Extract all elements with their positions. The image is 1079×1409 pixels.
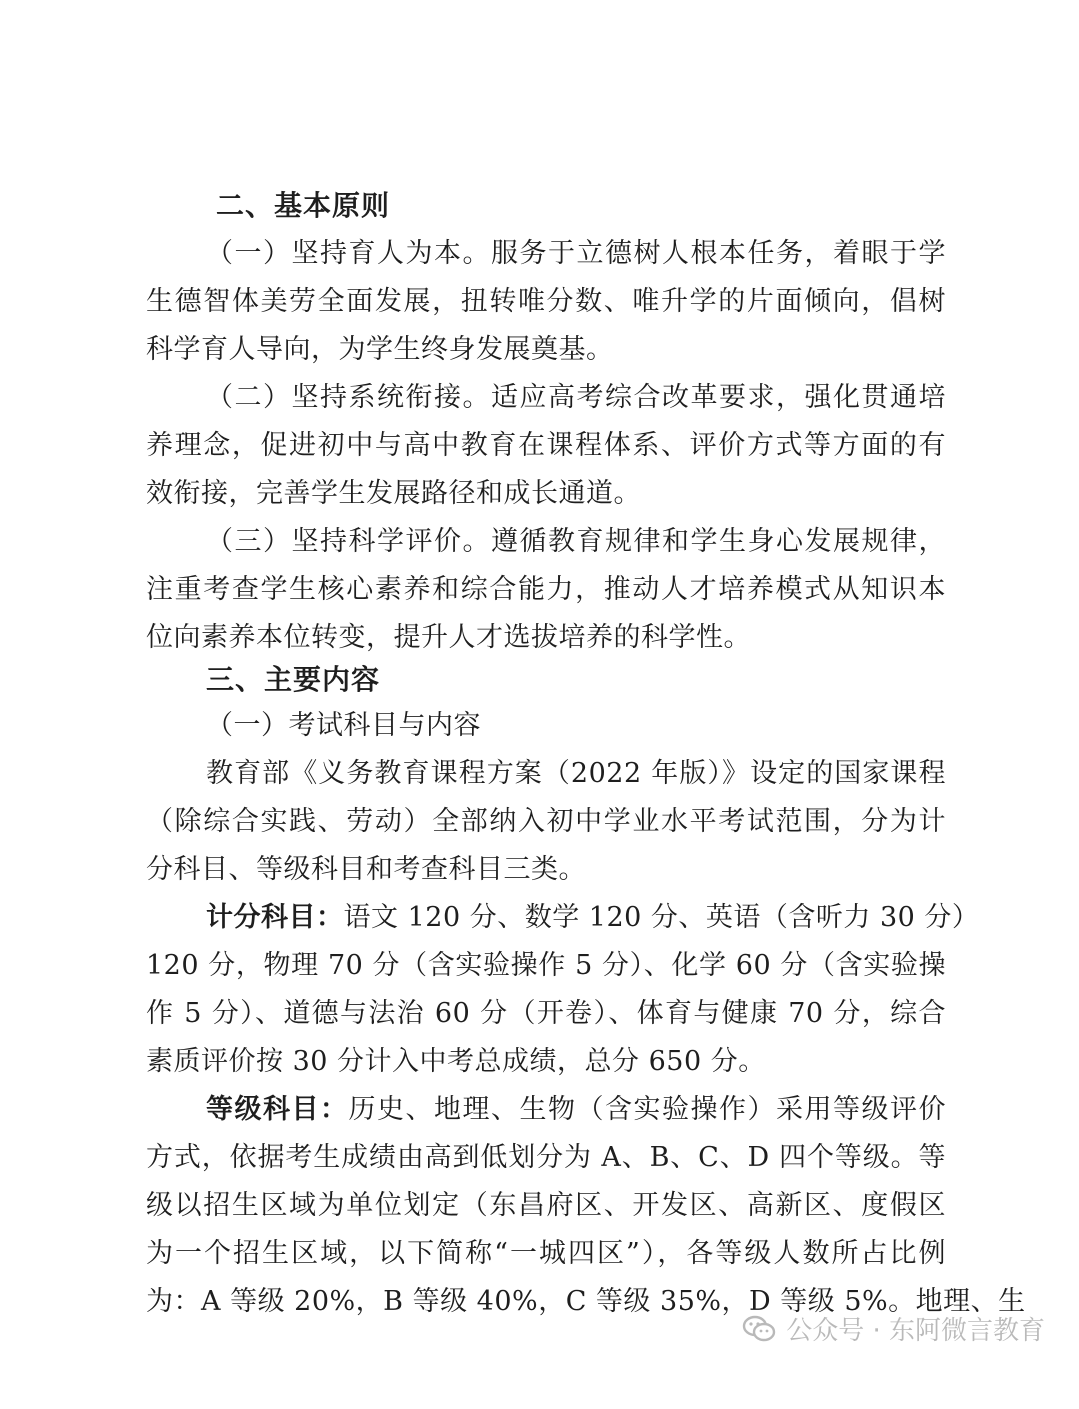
graded-subjects-line-4: 为一个招生区域，以下简称“一城四区”），各等级人数所占比例 bbox=[146, 1238, 946, 1269]
graded-subjects-text: 历史、地理、生物（含实验操作）采用等级评价 bbox=[348, 1094, 946, 1125]
graded-subjects-line-5: 为：A 等级 20%，B 等级 40%，C 等级 35%，D 等级 5%。地理、生 bbox=[146, 1286, 1026, 1317]
watermark-text: 公众号 · 东阿微言教育 bbox=[786, 1316, 1045, 1346]
content-intro-line-2: （除综合实践、劳动）全部纳入初中学业水平考试范围，分为计 bbox=[146, 806, 946, 837]
scored-subjects-label: 计分科目： bbox=[206, 902, 344, 933]
principle-1-line-2: 生德智体美劳全面发展，扭转唯分数、唯升学的片面倾向，倡树 bbox=[146, 286, 946, 317]
wechat-official-account-icon bbox=[742, 1314, 776, 1344]
section-heading-main-content: 三、主要内容 bbox=[206, 663, 381, 696]
graded-subjects-line-1 bbox=[206, 1090, 946, 1130]
principle-2-line-2: 养理念，促进初中与高中教育在课程体系、评价方式等方面的有 bbox=[146, 430, 946, 461]
graded-subjects-line-3: 级以招生区域为单位划定（东昌府区、开发区、高新区、度假区 bbox=[146, 1190, 946, 1221]
scored-subjects-text: 语文 120 分、数学 120 分、英语（含听力 30 分） bbox=[343, 902, 980, 933]
principle-3-line-3: 位向素养本位转变，提升人才选拔培养的科学性。 bbox=[146, 622, 751, 653]
principle-2-line-1: （二）坚持系统衔接。适应高考综合改革要求，强化贯通培 bbox=[206, 382, 946, 413]
principle-1-line-1: （一）坚持育人为本。服务于立德树人根本任务，着眼于学 bbox=[206, 238, 946, 269]
graded-subjects-line-2: 方式，依据考生成绩由高到低划分为 A、B、C、D 四个等级。等 bbox=[146, 1142, 946, 1173]
scored-subjects-line-3: 作 5 分）、道德与法治 60 分（开卷）、体育与健康 70 分，综合 bbox=[146, 998, 946, 1029]
principle-2-line-3: 效衔接，完善学生发展路径和成长通道。 bbox=[146, 478, 641, 509]
scored-subjects-line-1 bbox=[206, 898, 980, 938]
scored-subjects-line-2: 120 分，物理 70 分（含实验操作 5 分）、化学 60 分（含实验操 bbox=[146, 950, 946, 981]
watermark bbox=[742, 1310, 1045, 1347]
principle-1-line-3: 科学育人导向，为学生终身发展奠基。 bbox=[146, 334, 614, 365]
section-heading-basic-principles: 二、基本原则 bbox=[216, 189, 391, 222]
scored-subjects-line-4: 素质评价按 30 分计入中考总成绩，总分 650 分。 bbox=[146, 1046, 766, 1077]
subsection-exam-subjects: （一）考试科目与内容 bbox=[206, 710, 481, 741]
content-intro-line-1: 教育部《义务教育课程方案（2022 年版）》设定的国家课程 bbox=[206, 758, 946, 789]
graded-subjects-label: 等级科目： bbox=[206, 1094, 349, 1125]
content-intro-line-3: 分科目、等级科目和考查科目三类。 bbox=[146, 854, 586, 885]
principle-3-line-1: （三）坚持科学评价。遵循教育规律和学生身心发展规律， bbox=[206, 526, 946, 557]
principle-3-line-2: 注重考查学生核心素养和综合能力，推动人才培养模式从知识本 bbox=[146, 574, 946, 605]
